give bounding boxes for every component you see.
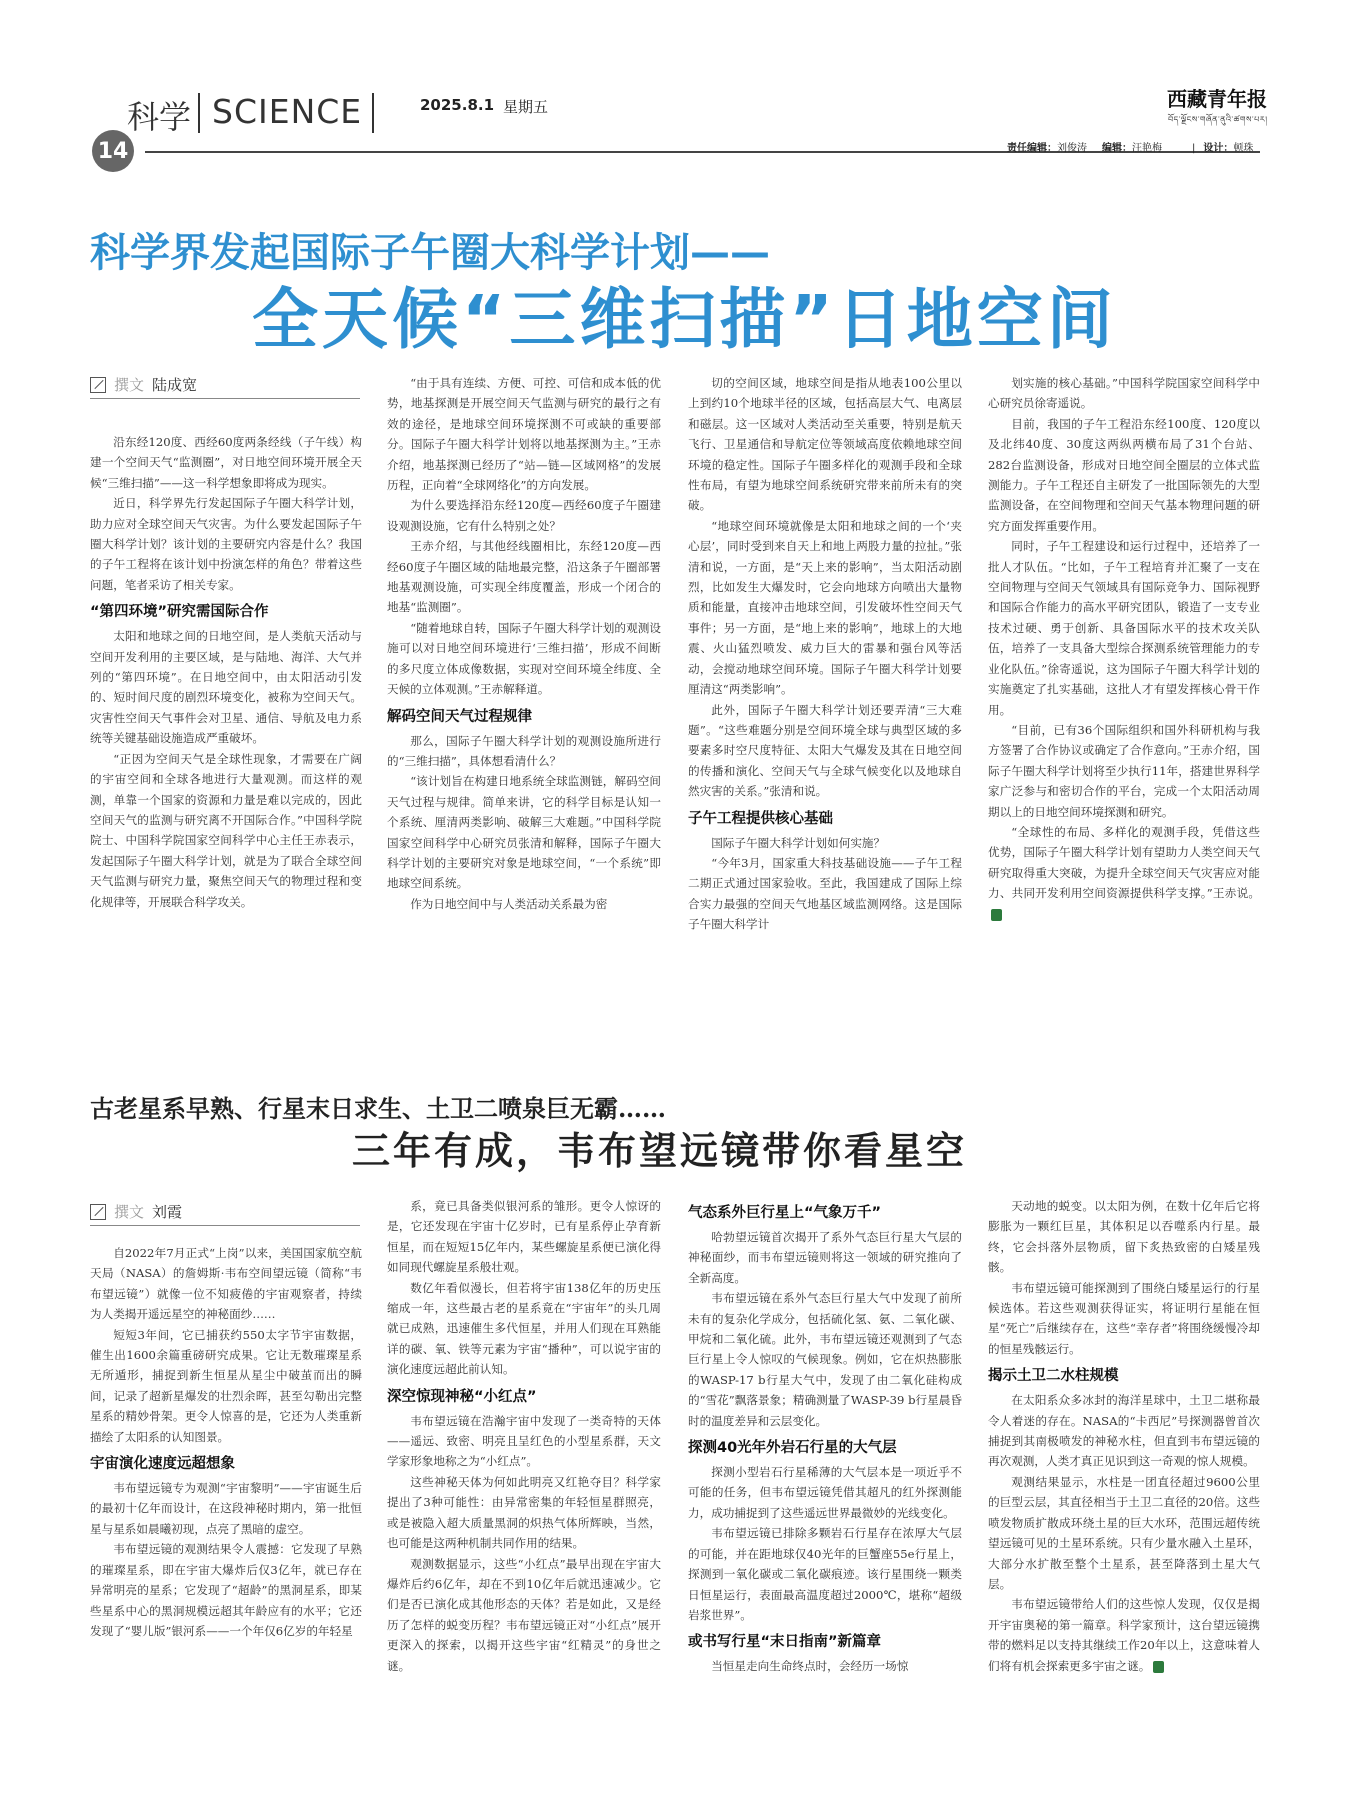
paragraph [387, 1196, 661, 1278]
paragraph [688, 853, 962, 935]
paragraph-text: 同时，子午工程建设和运行过程中，还培养了一批人才队伍。“比如，子午工程培育并汇聚了一支在空间物理与空间天气领域具有国际竞争力、国际视野和国际合作能力的高水平研究团队，锻造了一支专业技术过硬、勇于创新、具备国际水平的技术攻关队伍，培养了一支具备大型综合探测系统管理能力的专业化队伍。”徐寄遥说，这为国际子午圈大科学计划的实施奠定了扎实基础，这批人才有望发挥核心骨干作用。 [988, 539, 1260, 717]
paragraph-text: 哈勃望远镜首次揭开了系外气态巨行星大气层的神秘面纱，而韦布望远镜则将这一领域的研究推向了全新高度。 [688, 1230, 962, 1285]
paragraph [688, 1288, 962, 1431]
paragraph [90, 1478, 362, 1539]
paragraph-text: 系，竟已具备类似银河系的雏形。更令人惊讶的是，它还发现在宇宙十亿岁时，已有星系停止孕育新恒星，而在短短15亿年内，某些螺旋星系便已演化得如同现代螺旋星系般壮观。 [387, 1199, 661, 1275]
section-name-en: SCIENCE [212, 92, 363, 131]
paragraph [90, 626, 362, 748]
paragraph-text: 太阳和地球之间的日地空间，是人类航天活动与空间开发利用的主要区域，是与陆地、海洋、大气并列的“第四环境”。在日地空间中，由太阳活动引发的、短时间尺度的剧烈环境变化，被称为空间天气。灾害性空间天气事件会对卫星、通信、导航及电力系统等关键基础设施造成严重破坏。 [90, 629, 362, 746]
paragraph [988, 1472, 1260, 1594]
paragraph-text: “由于具有连续、方便、可控、可信和成本低的优势，地基探测是开展空间天气监测与研究的最行之有效的途径，是地球空间环境探测不可或缺的重要部分。国际子午圈大科学计划将以地基探测为主。”王赤介绍，地基探测已经历了“站—链—区域网格”的发展历程，正向着“全球网络化”的方向发展。 [387, 376, 661, 493]
subheading [90, 601, 362, 623]
paragraph-text: 在太阳系众多冰封的海洋星球中，土卫二堪称最令人着迷的存在。NASA的“卡西尼”号探测器曾首次捕捉到其南极喷发的神秘水柱，但直到韦布望远镜的再次观测，人类才真正见识到这一奇观的惊人规模。 [988, 1393, 1260, 1469]
paragraph-text: 天动地的蜕变。以太阳为例，在数十亿年后它将膨胀为一颗红巨星，其体积足以吞噬系内行星。最终，它会抖落外层物质，留下炙热致密的白矮星残骸。 [988, 1199, 1260, 1275]
paragraph [688, 516, 962, 700]
subheading-text: “第四环境”研究需国际合作 [90, 604, 269, 621]
paragraph [387, 1472, 661, 1554]
credit-editor [1102, 139, 1162, 154]
section-name-zh: 科学 [127, 98, 192, 136]
subheading-text: 探测40光年外岩石行星的大气层 [688, 1440, 897, 1457]
article2-column-4 [988, 1196, 1260, 1676]
paragraph [90, 1325, 362, 1447]
subheading-text: 揭示土卫二水柱规模 [988, 1368, 1119, 1385]
subheading [688, 1437, 962, 1459]
byline-label: 撰文 [114, 1203, 145, 1221]
subheading-text: 子午工程提供核心基础 [688, 810, 833, 827]
subheading [688, 1202, 962, 1224]
paragraph-text: 这些神秘天体为何如此明亮又红艳夺目？科学家提出了3种可能性：由异常密集的年轻恒星群照亮，或是被隐入超大质量黑洞的炽热气体所辉映，当然，也可能是这两种机制共同作用的结果。 [387, 1474, 661, 1551]
paragraph [688, 700, 962, 802]
paragraph-text: 观测数据显示，这些“小红点”最早出现在宇宙大爆炸后约6亿年，却在不到10亿年后就迅速减少。它们是否已演化成其他形态的天体？若是如此，又是经历了怎样的蜕变历程？韦布望远镜正对“小红点”展开更深入的探索，以揭开这些宇宙“红精灵”的身世之谜。 [387, 1556, 661, 1673]
paragraph-text: 此外，国际子午圈大科学计划还要弄清“三大难题”。“这些难题分别是空间环境全球与典型区域的多要素多时空尺度特征、太阳大气爆发及其在日地空间的传播和演化、空间天气与全球气候变化以及地球自然灾害的关系。”张清和说。 [688, 702, 962, 799]
paragraph [387, 1411, 661, 1472]
paragraph-text: 韦布望远镜专为观测“宇宙黎明”——宇宙诞生后的最初十亿年而设计，在这段神秘时期内，第一批恒星与星系如晨曦初现，点亮了黑暗的虚空。 [90, 1481, 362, 1536]
paragraph [988, 1196, 1260, 1278]
masthead-tibetan: བོད་ལྗོངས་གཞོན་ནུའི་ཚགས་པར། [1168, 115, 1268, 124]
article2-column-1 [90, 1243, 362, 1641]
pen-icon [90, 1204, 106, 1220]
byline-rule [90, 1225, 360, 1226]
credit-name: 汪艳梅 [1132, 143, 1162, 154]
article1-column-3 [688, 373, 962, 935]
paragraph-text: 目前，我国的子午工程沿东经100度、120度以及北纬40度、30度这两纵两横布局了31个台站、282台监测设备，形成对日地空间全圈层的立体式监测能力。子午工程还自主研发了一批国际领先的大型监测设备，在空间物理和空间天气基本物理问题的研究方面发挥重要作用。 [988, 416, 1260, 533]
paragraph [988, 1390, 1260, 1472]
subheading-text: 气态系外巨行星上“气象万千” [688, 1205, 882, 1221]
paragraph [688, 1523, 962, 1625]
paragraph-text: “目前，已有36个国际组织和国外科研机构与我方签署了合作协议或确定了合作意向。”王赤介绍，国际子午圈大科学计划将至少执行11年，搭建世界科学家广泛参与和密切合作的平台，完成一个太阳活动周期以上的日地空间环境探测和研究。 [988, 722, 1260, 819]
paragraph [90, 749, 362, 912]
paragraph [90, 1539, 362, 1641]
paragraph-text: 韦布望远镜带给人们的这些惊人发现，仅仅是揭开宇宙奥秘的第一篇章。科学家预计，这台望远镜携带的燃料足以支持其继续工作20年以上，这意味着人们将有机会探索更多宇宙之谜。 [988, 1597, 1260, 1673]
paragraph [688, 1462, 962, 1523]
paragraph-text: 数亿年看似漫长，但若将宇宙138亿年的历史压缩成一年，这些最古老的星系竟在“宇宙年”的头几周就已成熟，迅速催生多代恒星，并用人们现在耳熟能详的碳、氧、铁等元素为宇宙“播种”，可以说宇宙的演化速度远超此前认知。 [387, 1280, 661, 1377]
paragraph-text: 韦布望远镜已排除多颗岩石行星存在浓厚大气层的可能，并在距地球仅40光年的巨蟹座55e行星上，探测到一氧化碳或二氧化碳痕迹。该行星围绕一颗类日恒星运行，表面最高温度超过2000℃，堪称“超级岩浆世界”。 [688, 1526, 962, 1622]
paragraph [90, 493, 362, 595]
paragraph-text: 探测小型岩石行星稀薄的大气层本是一项近乎不可能的任务，但韦布望远镜凭借其超凡的红外探测能力，成功捕捉到了这些遥远世界最微妙的光线变化。 [688, 1465, 962, 1520]
page-number-badge: 14 [92, 130, 134, 172]
article2-byline [90, 1201, 182, 1222]
credit-label: 责任编辑： [1007, 143, 1057, 154]
credit-name: 顿珠 [1233, 143, 1254, 154]
article1-column-1 [90, 432, 362, 912]
paragraph [387, 495, 661, 536]
article1-column-2 [387, 373, 661, 914]
article1-kicker: 科学界发起国际子午圈大科学计划—— [90, 230, 770, 276]
paragraph-text: 自2022年7月正式“上岗”以来，美国国家航空航天局（NASA）的詹姆斯·韦布空间望远镜（简称“韦布望远镜”）就像一位不知疲倦的宇宙观察者，持续为人类揭开遥远星空的神秘面纱…… [90, 1246, 362, 1322]
subheading-text: 或书写行星“末日指南”新篇章 [688, 1634, 882, 1651]
byline-label: 撰文 [114, 376, 145, 394]
paragraph [387, 536, 661, 618]
subheading-text: 深空惊现神秘“小红点” [387, 1388, 537, 1405]
paragraph [90, 432, 362, 493]
author-name: 刘霞 [152, 1203, 183, 1221]
paragraph-text: 韦布望远镜在系外气态巨行星大气中发现了前所未有的复杂化学成分，包括硫化氢、氨、二氧化碳、甲烷和二氧化硫。此外，韦布望远镜还观测到了气态巨行星上令人惊叹的气候现象。例如，它在炽热膨胀的WASP-17 b行星大气中，发现了由二氧化硅构成的“雪花”飘落景象；精确测量了WASP-39 b行星晨昏时的温度差异和云层变化。 [688, 1291, 962, 1428]
paragraph [988, 822, 1260, 924]
issue-weekday: 星期五 [503, 98, 549, 116]
paragraph [387, 894, 661, 914]
paragraph [688, 373, 962, 516]
credit-label: 设计： [1203, 143, 1234, 154]
paragraph-text: 沿东经120度、西经60度两条经线（子午线）构建一个空间天气“监测圈”，对日地空间环境开展全天候“三维扫描”——这一科学想象即将成为现实。 [90, 435, 362, 490]
article2-column-2 [387, 1196, 661, 1676]
paragraph-text: “随着地球自转，国际子午圈大科学计划的观测设施可以对日地空间环境进行‘三维扫描’，形成不间断的多尺度立体成像数据，实现对空间环境全纬度、全天候的立体观测。”王赤解释道。 [387, 620, 661, 697]
paragraph-text: 韦布望远镜在浩瀚宇宙中发现了一类奇特的天体——遥远、致密、明亮且呈红色的小型星系群，天文学家形象地称之为“小红点”。 [387, 1413, 661, 1469]
paragraph [387, 618, 661, 700]
article1-headline: 全天候“三维扫描”日地空间 [252, 281, 1117, 358]
author-name: 陆成宽 [152, 376, 198, 394]
article2-column-3 [688, 1196, 962, 1677]
paragraph-text: 近日，科学界先行发起国际子午圈大科学计划，助力应对全球空间天气灾害。为什么要发起国际子午圈大科学计划？该计划的主要研究内容是什么？我国的子午工程将在该计划中扮演怎样的角色？带着这些问题，笔者采访了相关专家。 [90, 496, 362, 592]
paragraph-text: “全球性的布局、多样化的观测手段，凭借这些优势，国际子午圈大科学计划有望助力人类空间天气研究取得重大突破，为提升全球空间天气灾害应对能力、共同开发利用空间资源提供科学支撑。”王赤说。 [988, 824, 1260, 901]
credit-designer: | 设计：顿珠 [1192, 143, 1254, 154]
paragraph [688, 1656, 962, 1676]
paragraph [988, 720, 1260, 822]
paragraph-text: 当恒星走向生命终点时，会经历一场惊 [711, 1659, 909, 1674]
subheading [387, 1386, 661, 1408]
paragraph-text: 那么，国际子午圈大科学计划的观测设施所进行的“三维扫描”，具体想看清什么？ [387, 733, 661, 768]
paragraph [688, 833, 962, 853]
byline-rule [90, 398, 360, 399]
paragraph [387, 771, 661, 893]
paragraph-text: 韦布望远镜的观测结果令人震撼：它发现了早熟的璀璨星系，即在宇宙大爆炸后仅3亿年，就已存在异常明亮的星系；它发现了“超龄”的黑洞星系，即某些星系中心的黑洞规模远超其年龄应有的水平；它还发现了“婴儿版”银河系——一个年仅6亿岁的年轻星 [90, 1542, 362, 1638]
subheading [387, 706, 661, 728]
paragraph [988, 1594, 1260, 1676]
paragraph-text: “地球空间环境就像是太阳和地球之间的一个‘夹心层’，同时受到来自天上和地上两股力量的拉扯。”张清和说，一方面，是“天上来的影响”，当太阳活动剧烈，比如发生大爆发时，它会向地球方向喷出大量物质和能量，直接冲击地球空间，引发破坏性空间天气事件；另一方面，是“地上来的影响”，地球上的大地震、火山猛烈喷发、威力巨大的雷暴和强台风等活动，会搅动地球空间环境。国际子午圈大科学计划要厘清这“两类影响”。 [688, 518, 962, 697]
paragraph [387, 1278, 661, 1380]
article2-kicker: 古老星系早熟、行星末日求生、土卫二喷泉巨无霸…… [90, 1094, 666, 1123]
paragraph [988, 373, 1260, 414]
paragraph-text: 短短3年间，它已捕获约550太字节宇宙数据，催生出1600余篇重磅研究成果。它让无数璀璨星系无所遁形，捕捉到新生恒星从星尘中破茧而出的瞬间，记录了超新星爆发的壮烈余晖，甚至勾勒出完整星系的精妙骨架。更令人惊喜的是，它还为人类重新描绘了太阳系的认知图景。 [90, 1327, 362, 1444]
paragraph-text: 观测结果显示，水柱是一团直径超过9600公里的巨型云层，其直径相当于土卫二直径的20倍。这些喷发物质扩散成环绕土星的巨大水环，范围远超传统望远镜可见的土星环系统。只有少量水融入土星环，大部分水扩散至整个土星系，甚至降落到土星大气层。 [988, 1474, 1260, 1591]
credit-name: 刘俊涛 [1057, 143, 1087, 154]
paragraph-text: 作为日地空间中与人类活动关系最为密 [410, 896, 608, 911]
paragraph [387, 1554, 661, 1676]
end-mark-icon [991, 909, 1002, 921]
paragraph-text: 韦布望远镜可能探测到了围绕白矮星运行的行星候选体。若这些观测获得证实，将证明行星能在恒星“死亡”后继续存在，这些“幸存者”将围绕缓慢冷却的恒星残骸运行。 [988, 1280, 1260, 1356]
subheading [988, 1365, 1260, 1387]
header-rule [145, 151, 1260, 153]
section-divider [198, 93, 200, 133]
paragraph-text: 国际子午圈大科学计划如何实施？ [711, 835, 886, 850]
paragraph [988, 1278, 1260, 1360]
credit-label: 编辑： [1102, 143, 1132, 154]
paragraph [90, 1243, 362, 1325]
issue-date: 2025.8.1 [420, 96, 495, 114]
paragraph [988, 414, 1260, 536]
paragraph-text: 王赤介绍，与其他经线圈相比，东经120度—西经60度子午圈区域的陆地最完整，沿这条子午圈部署地基观测设施，可实现全纬度覆盖，形成一个闭合的地基“监测圈”。 [387, 539, 661, 615]
subheading-text: 解码空间天气过程规律 [387, 708, 532, 725]
paragraph-text: “今年3月，国家重大科技基础设施——子午工程二期正式通过国家验收。至此，我国建成了国际上综合实力最强的空间天气地基区域监测网络。这是国际子午圈大科学计 [688, 855, 962, 932]
paragraph-text: “正因为空间天气是全球性现象，才需要在广阔的宇宙空间和全球各地进行大量观测。而这样的观测，单靠一个国家的资源和力量是难以完成的，因此空间天气的监测与研究离不开国际合作。”中国科学院院士、中国科学院国家空间科学中心主任王赤表示，发起国际子午圈大科学计划，就是为了联合全球空间天气监测与研究力量，聚焦空间天气的物理过程和变化规律等，开展联合科学攻关。 [90, 751, 362, 909]
paragraph [988, 536, 1260, 720]
section-divider-right [372, 93, 374, 133]
credit-chief-editor [1007, 139, 1087, 154]
subheading [688, 1631, 962, 1653]
article1-column-4 [988, 373, 1260, 924]
paragraph [387, 373, 661, 495]
paragraph-text: “该计划旨在构建日地系统全球监测链，解码空间天气过程与规律。简单来讲，它的科学目标是认知一个系统、厘清两类影响、破解三大难题。”中国科学院国家空间科学中心研究员张清和解释，国际子午圈大科学计划的主要研究对象是地球空间，“一个系统”即地球空间系统。 [387, 774, 661, 891]
paragraph-text: 切的空间区域，地球空间是指从地表100公里以上到约10个地球半径的区域，包括高层大气、电离层和磁层。这一区域对人类活动至关重要，特别是航天飞行、卫星通信和导航定位等领域高度依赖地球空间环境的稳定性。国际子午圈多样化的观测手段和全球性布局，有望为地球空间系统研究带来前所未有的突破。 [688, 376, 962, 513]
subheading-text: 宇宙演化速度远超想象 [90, 1456, 235, 1473]
article1-byline [90, 374, 197, 395]
paragraph-text: 划实施的核心基础。”中国科学院国家空间科学中心研究员徐寄遥说。 [988, 376, 1260, 411]
article2-headline: 三年有成，韦布望远镜带你看星空 [352, 1129, 968, 1173]
paragraph-text: 为什么要选择沿东经120度—西经60度子午圈建设观测设施，它有什么特别之处？ [387, 498, 661, 533]
paragraph [688, 1227, 962, 1288]
subheading [90, 1453, 362, 1475]
masthead-title: 西藏青年报 [1167, 87, 1267, 111]
pen-icon [90, 377, 106, 393]
subheading [688, 808, 962, 830]
paragraph [387, 731, 661, 772]
end-mark-icon [1153, 1661, 1164, 1673]
